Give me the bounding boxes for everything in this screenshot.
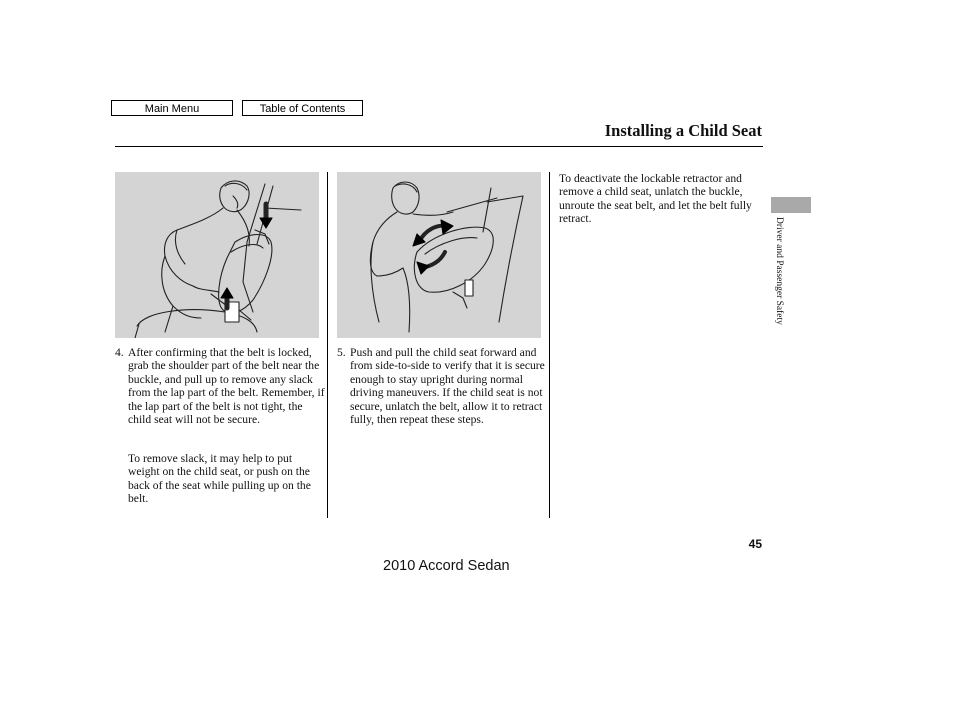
deactivate-paragraph: To deactivate the lockable retractor and remove a child seat, unlatch the buckle, unroute the seat belt, and let the belt fully retract. xyxy=(559,172,752,226)
step-number: 5. xyxy=(337,346,346,359)
step-text: Push and pull the child seat forward and from side-to-side to verify that it is secure enough to stay upright during normal driving maneuvers. If the child seat is not secure, unlatch the belt, allow it to retract fully, then repeat these steps. xyxy=(350,346,545,427)
page-number: 45 xyxy=(748,537,762,551)
step-5 xyxy=(337,346,549,426)
footer-model-name: 2010 Accord Sedan xyxy=(383,558,510,574)
column-divider-1 xyxy=(327,172,328,518)
slack-tip-paragraph: To remove slack, it may help to put weight on the child seat, or push on the back of the seat while pulling up on the belt. xyxy=(128,452,311,506)
title-divider xyxy=(115,146,763,147)
step-number: 4. xyxy=(115,346,124,359)
table-of-contents-button[interactable]: Table of Contents xyxy=(242,100,363,116)
step-4 xyxy=(115,346,327,426)
tightening-belt-illustration xyxy=(115,172,319,338)
section-tab-marker xyxy=(771,197,811,213)
push-pull-seat-illustration xyxy=(337,172,541,338)
step-text: After confirming that the belt is locked, grab the shoulder part of the belt near the buckle, and pull up to remove any slack from the lap part of the belt. Remember, if the lap part of the belt is not tight, the child seat will not be secure. xyxy=(128,346,325,427)
column-divider-2 xyxy=(549,172,550,518)
page-title: Installing a Child Seat xyxy=(604,121,762,140)
main-menu-button[interactable]: Main Menu xyxy=(111,100,233,116)
section-side-label: Driver and Passenger Safety xyxy=(774,217,784,325)
